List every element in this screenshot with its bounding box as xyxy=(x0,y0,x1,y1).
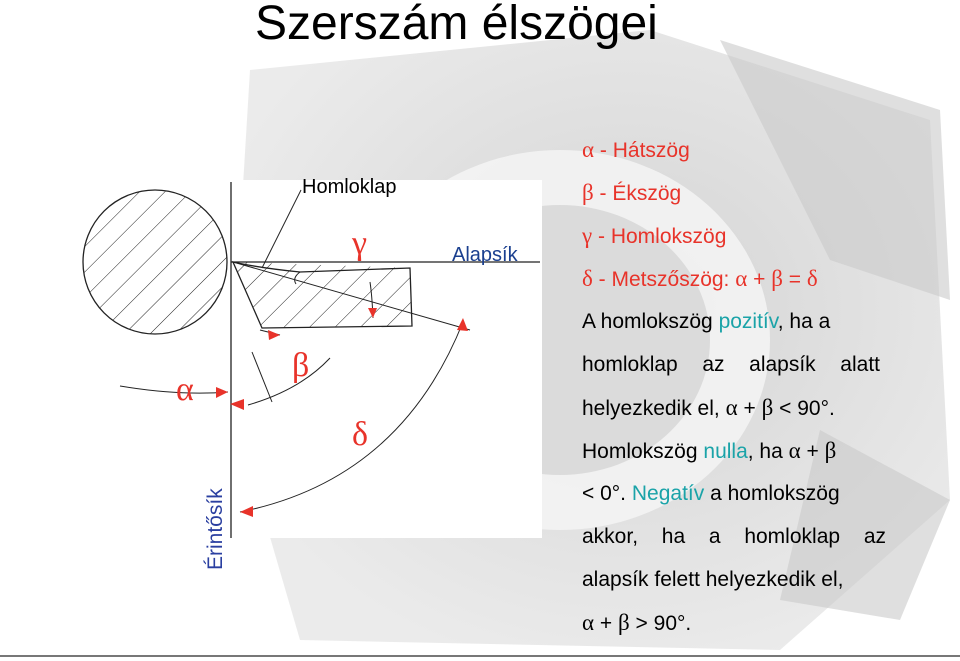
erintosik-label: Érintősík xyxy=(204,488,227,570)
delta-text: - Metszőszög: xyxy=(592,268,736,291)
beta-symbol: β xyxy=(824,438,837,463)
plus-sign: + xyxy=(737,397,762,420)
beta-symbol: β xyxy=(618,610,630,635)
angle-legend xyxy=(582,128,952,644)
diagram-panel xyxy=(230,180,542,538)
beta-symbol: β xyxy=(582,180,594,205)
legend-gamma xyxy=(582,214,952,257)
body-word: homloklap xyxy=(744,525,841,548)
body-line-4 xyxy=(582,429,952,472)
alpha-symbol: α xyxy=(582,137,595,162)
alpha-text: - Hátszög xyxy=(594,139,690,162)
gamma-label: γ xyxy=(352,225,368,262)
body-text: < 90°. xyxy=(773,397,835,420)
body-word: az xyxy=(863,525,886,548)
body-line-6 xyxy=(582,515,886,558)
gamma-symbol: γ xyxy=(582,223,593,248)
body-line-7 xyxy=(582,558,952,601)
body-text: A homlokszög xyxy=(582,310,719,333)
beta-text: - Ékszög xyxy=(593,182,682,205)
body-line-5 xyxy=(582,472,952,515)
formula-alpha: α xyxy=(735,266,748,291)
body-text: > 90°. xyxy=(629,612,692,635)
alapsik-label: Alapsík xyxy=(452,244,518,266)
body-word: alapsík xyxy=(749,353,816,376)
footer-divider xyxy=(0,655,960,657)
positive-term: pozitív xyxy=(718,310,778,333)
body-text: helyezkedik el, xyxy=(582,397,726,420)
body-word: a xyxy=(708,525,721,548)
formula-beta: β xyxy=(771,266,783,291)
body-text: alapsík felett helyezkedik el, xyxy=(582,568,844,591)
alpha-label: α xyxy=(176,371,194,408)
body-word: az xyxy=(702,353,725,376)
tool-wedge xyxy=(233,262,412,328)
slide-title: Szerszám élszögei xyxy=(255,0,658,50)
alpha-symbol: α xyxy=(582,610,595,635)
body-word: homloklap xyxy=(582,353,678,376)
body-line-3 xyxy=(582,386,952,429)
beta-label: β xyxy=(292,347,310,384)
body-text: < 0°. xyxy=(582,482,632,505)
legend-beta xyxy=(582,171,952,214)
delta-label: δ xyxy=(352,416,369,453)
body-line-2 xyxy=(582,343,880,386)
formula-plus: + xyxy=(747,268,772,291)
legend-alpha xyxy=(582,128,952,171)
body-text: , ha xyxy=(747,440,789,463)
body-line-1 xyxy=(582,300,952,343)
beta-symbol: β xyxy=(761,395,774,420)
body-text: , ha a xyxy=(777,310,831,333)
workpiece-section xyxy=(83,190,227,334)
body-word: alatt xyxy=(840,353,880,376)
formula-delta: δ xyxy=(806,266,818,291)
gamma-text: - Homlokszög xyxy=(592,225,727,248)
body-word: akkor, xyxy=(582,525,639,548)
legend-delta xyxy=(582,257,952,300)
body-word: ha xyxy=(661,525,686,548)
negative-term: Negatív xyxy=(631,482,705,505)
body-text: a homlokszög xyxy=(704,482,840,505)
plus-sign: + xyxy=(594,612,618,635)
body-text: Homlokszög xyxy=(582,440,704,463)
plus-sign: + xyxy=(800,440,825,463)
formula-eq: = xyxy=(782,268,807,291)
delta-symbol: δ xyxy=(582,266,593,291)
alpha-symbol: α xyxy=(788,438,801,463)
alpha-symbol: α xyxy=(725,395,738,420)
homloklap-label: Homloklap xyxy=(302,176,397,198)
body-line-8 xyxy=(582,601,952,644)
null-term: nulla xyxy=(703,440,748,463)
alpha-arc xyxy=(120,386,228,398)
